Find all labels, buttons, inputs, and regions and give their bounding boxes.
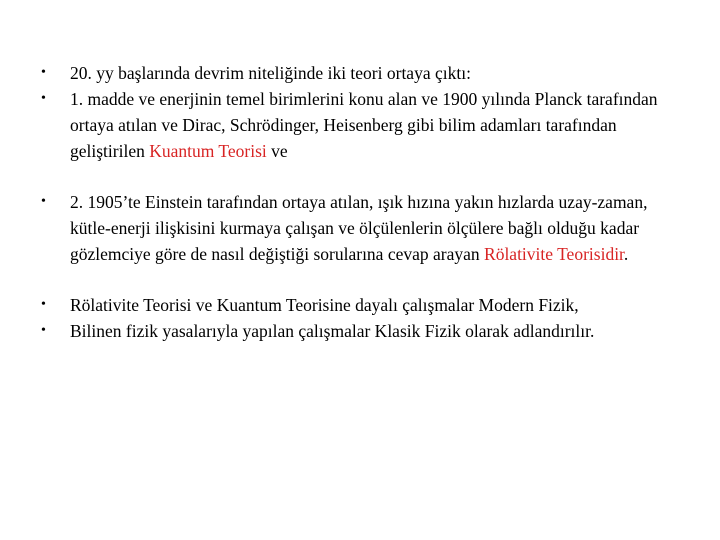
bullet-text: 2. 1905’te Einstein tarafından ortaya atılan, ışık hızına yakın hızlarda uzay-zaman, kütle-enerji ilişkisini kurmaya çalışan ve ölçülenlerin ölçülere bağlı olduğu kadar gözlemciye göre de nasıl değiştiği sorularına cevap arayan bbox=[70, 192, 648, 264]
bullet-text: Rölativite Teorisi ve Kuantum Teorisine dayalı çalışmalar Modern Fizik, bbox=[70, 295, 579, 315]
bullet-dot-icon: • bbox=[41, 91, 46, 106]
bullet-dot-icon: • bbox=[41, 297, 46, 312]
bullet-item-classical-physics bbox=[30, 318, 690, 344]
relativity-theory-highlight: Rölativite Teorisidir bbox=[484, 244, 624, 264]
bullet-text: 1. madde ve enerjinin temel birimlerini konu alan ve 1900 yılında Planck tarafından ortaya atılan ve Dirac, Schrödinger, Heisenberg gibi bilim adamları tarafından geliştirilen bbox=[70, 89, 658, 161]
bullet-item-intro bbox=[30, 60, 690, 86]
bullet-text-tail: ve bbox=[266, 141, 288, 161]
bullet-list bbox=[30, 60, 690, 344]
bullet-dot-icon: • bbox=[41, 323, 46, 338]
bullet-item-modern-physics bbox=[30, 292, 690, 318]
bullet-dot-icon: • bbox=[41, 65, 46, 80]
quantum-theory-highlight: Kuantum Teorisi bbox=[149, 141, 267, 161]
bullet-dot-icon: • bbox=[41, 194, 46, 209]
bullet-text-tail: . bbox=[623, 244, 629, 264]
bullet-item-quantum bbox=[30, 86, 690, 164]
bullet-text: 20. yy başlarında devrim niteliğinde iki teori ortaya çıktı: bbox=[70, 63, 471, 83]
bullet-item-relativity bbox=[30, 189, 690, 267]
bullet-text: Bilinen fizik yasalarıyla yapılan çalışmalar Klasik Fizik olarak adlandırılır. bbox=[70, 321, 595, 341]
